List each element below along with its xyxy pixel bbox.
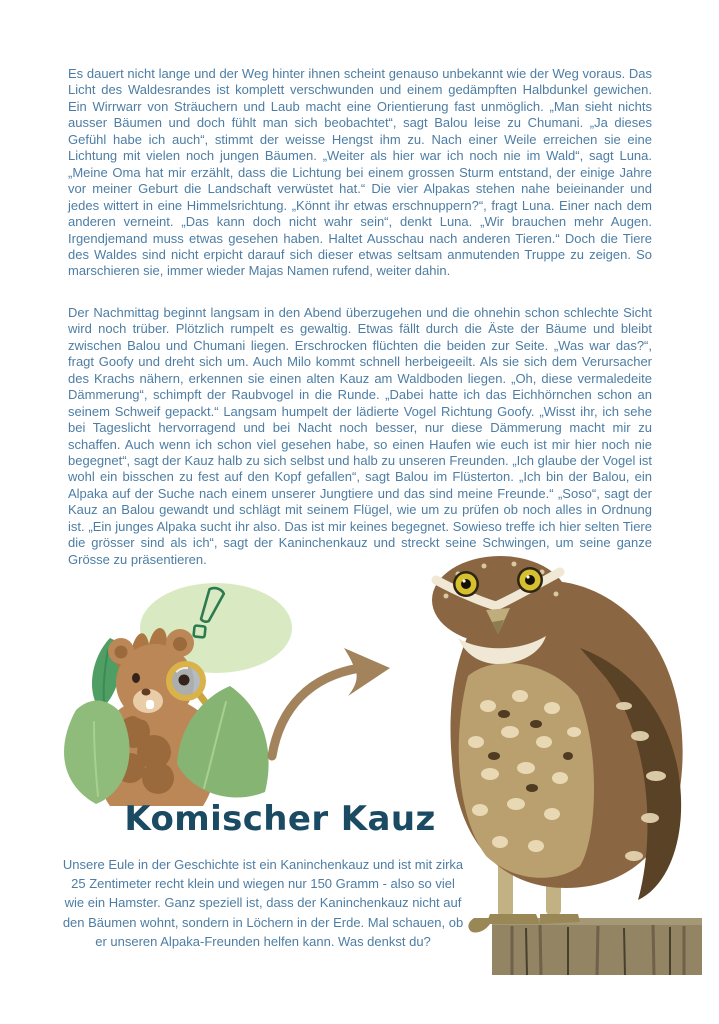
story-paragraph-2: Der Nachmittag beginnt langsam in den Abend überzugehen und die ohnehin schon schlechte Sicht wird noch trüber. Plötzlich rumpelt es gewaltig. Etwas fällt durch die Äste der Bäume und bleibt zwischen Balou und Chumani liegen. Erschrocken flüchten die beiden zur Seite. „Was war das?“, fragt Goofy und dreht sich um. Auch Milo kommt schnell herbeigeeilt. Als sie sich dem Verursacher des Krachs nähern, erkennen sie einen alten Kauz am Waldboden liegen. „Oh, diese vermaledeite Dämmerung“, schimpft der Raubvogel in die Runde. „Dabei hatte ich das Eichhörnchen schon an seinem Schweif gepackt.“ Langsam humpelt der lädierte Vogel Richtung Goofy. „Wisst ihr, ich sehe bei Tageslicht hervorragend und bei Nacht noch besser, nur diese Dämmerung macht mir zu schaffen. Auch wenn ich schon viel gesehen habe, so einen Haufen wie euch ist mir hier noch nie begegnet“, sagt der Kauz halb zu sich selbst und halb zu unseren Freunden. „Ich glaube der Vogel ist wohl ein bisschen zu fest auf den Kopf gefallen“, sagt Balou im Flüsterton. „Ich bin der Balou, ein Alpaka auf der Suche nach einem unserer Jungtiere und das sind meine Freunde.“ „Soso“, sagt der Kauz an Balou gewandt und schlägt mit seinem Flügel, wie um zu prüfen ob noch alles in Ordnung ist. „Ein junges Alpaka sucht ihr also. Das ist mir keines begegnet. Sowieso treffe ich hier selten Tiere die grösser sind als ich“, sagt der Kaninchenkauz und streckt seine Schwingen, um seine ganze Grösse zu präsentieren. (68, 304, 652, 567)
hamster-nose (142, 689, 151, 696)
hamster-eye (132, 673, 140, 683)
page-title: Komischer Kauz (124, 799, 436, 839)
wooden-post (492, 918, 702, 975)
owl-fact-caption: Unsere Eule in der Geschichte ist ein Kaninchenkauz und ist mit zirka 25 Zentimeter recht klein und wiegen nur 150 Gramm - also so viel wie ein Hamster. Ganz speziell ist, dass der Kaninchenkauz nicht auf den Bäumen wohnt, sondern in Löchern in der Erde. Mal schauen, ob er unseren Alpaka-Freunden helfen kann. Was denkst du? (62, 857, 464, 949)
owl-photo (428, 556, 719, 978)
story-text-block (68, 66, 652, 593)
curved-arrow-icon (258, 646, 410, 764)
leaf-right (177, 686, 269, 797)
hamster-mouth (146, 700, 154, 709)
story-paragraph-1: Es dauert nicht lange und der Weg hinter ihnen scheint genauso unbekannt wie der Weg voraus. Das Licht des Waldesrandes ist komplett verschwunden und einem gedämpften Halbdunkel gewichen. Ein Wirrwarr von Sträuchern und Laub macht eine Orientierung fast unmöglich. „Man sieht nichts ausser Bäumen und doch fühlt man sich beobachtet“, sagt Balou leise zu Chumani. „Ja dieses Gefühl habe ich auch“, stimmt der weisse Hengst ihm zu. Nach einer Weile erreichen sie eine Lichtung mit vielen noch jungen Bäumen. „Weiter als hier war ich noch nie im Wald“, sagt Luna. „Meine Oma hat mir erzählt, dass die Lichtung bei einem grossen Sturm entstand, der einige Jahre vor meiner Geburt die Landschaft verwüstet hat.“ Die vier Alpakas stehen nahe beieinander und jedes wittert in eine Himmelsrichtung. „Könnt ihr etwas erschnuppern?“, fragt Luna. Einer nach dem anderen verneint. „Das kann doch nicht wahr sein“, denkt Luna. „Wir brauchen mehr Augen. Irgendjemand muss etwas gesehen haben. Haltet Ausschau nach anderen Tieren.“ Doch die Tiere des Waldes sind nicht erpicht darauf sich dieser etwas seltsam anmutenden Truppe zu zeigen. So marschieren sie, immer wieder Majas Namen rufend, weiter dahin. (68, 66, 652, 279)
owl (432, 556, 683, 933)
